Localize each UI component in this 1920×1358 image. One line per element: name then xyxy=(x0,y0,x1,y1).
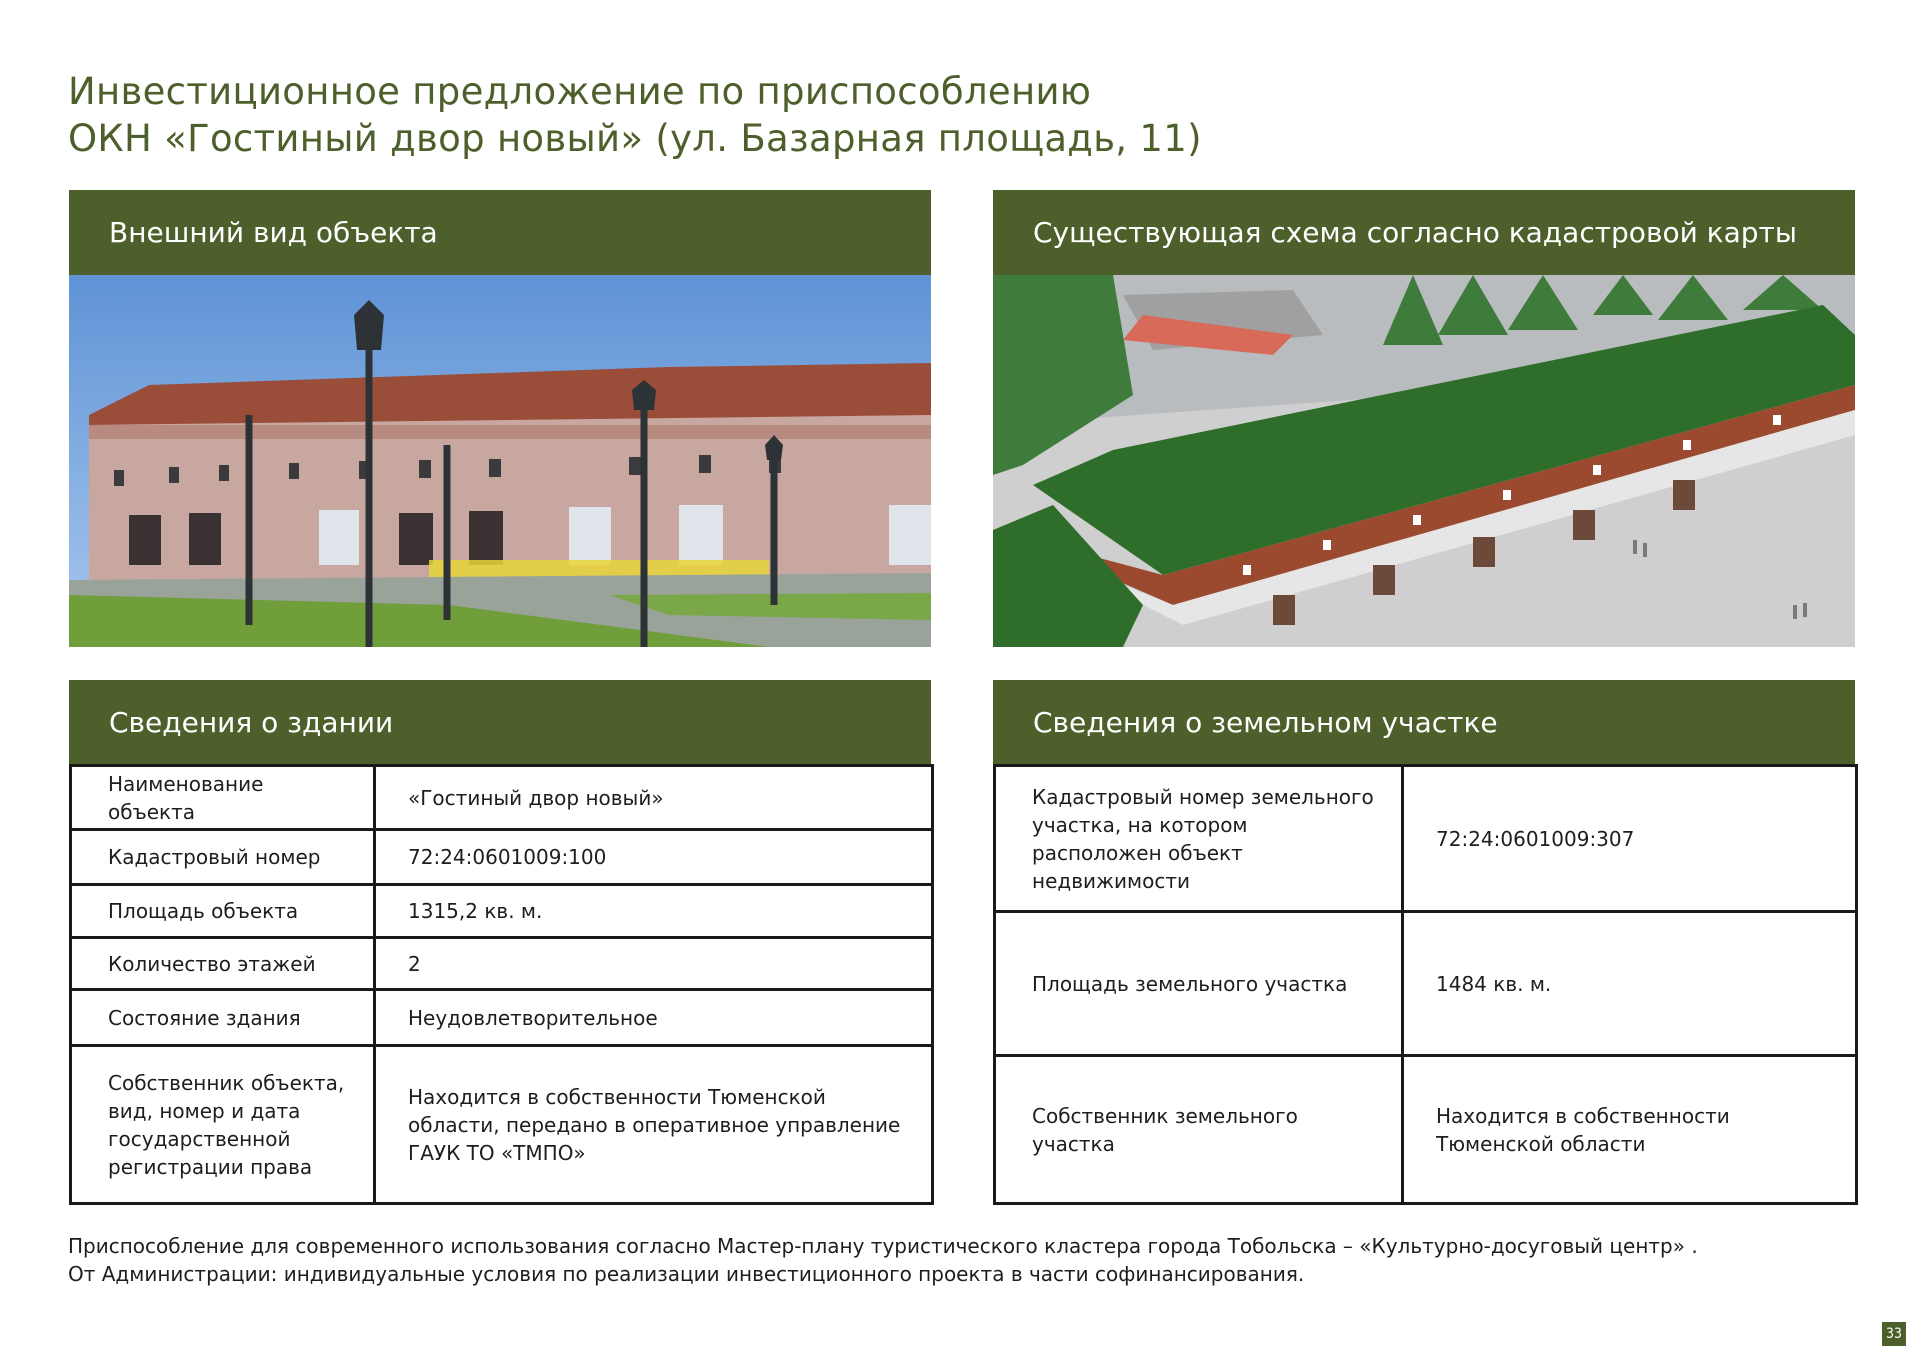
land-info-value: 72:24:0601009:307 xyxy=(1403,766,1857,912)
building-info-value: Находится в собственности Тюменской области, передано в оперативное управление ГАУК ТО «ТМПО» xyxy=(375,1046,933,1204)
table-row xyxy=(995,912,1857,1056)
land-info-header xyxy=(993,680,1855,765)
land-info-label: Площадь земельного участка xyxy=(995,912,1403,1056)
exterior-view-title: Внешний вид объекта xyxy=(109,216,438,249)
land-info-label: Кадастровый номер земельного участка, на котором расположен объект недвижимости xyxy=(995,766,1403,912)
footer-note xyxy=(68,1232,1828,1288)
building-info-value: 1315,2 кв. м. xyxy=(375,885,933,938)
building-info-label: Количество этажей xyxy=(71,938,375,990)
land-info-label: Собственник земельного участка xyxy=(995,1056,1403,1204)
table-row xyxy=(71,1046,933,1204)
table-row xyxy=(71,990,933,1046)
building-info-value: 2 xyxy=(375,938,933,990)
exterior-photo xyxy=(69,275,931,647)
land-info-value: 1484 кв. м. xyxy=(1403,912,1857,1056)
table-row xyxy=(71,766,933,830)
land-info-table xyxy=(993,764,1858,1205)
building-info-table xyxy=(69,764,934,1205)
table-row xyxy=(995,766,1857,912)
building-info-label: Собственник объекта, вид, номер и дата государственной регистрации права xyxy=(71,1046,375,1204)
building-info-title: Сведения о здании xyxy=(109,706,394,739)
table-row xyxy=(71,885,933,938)
land-info-title: Сведения о земельном участке xyxy=(1033,706,1498,739)
land-info-value: Находится в собственности Тюменской области xyxy=(1403,1056,1857,1204)
building-info-value: 72:24:0601009:100 xyxy=(375,830,933,885)
building-info-header xyxy=(69,680,931,765)
building-info-label: Кадастровый номер xyxy=(71,830,375,885)
cadastral-scheme-header xyxy=(993,190,1855,275)
page-title xyxy=(68,68,1568,162)
footer-note-line2: От Администрации: индивидуальные условия по реализации инвестиционного проекта в части софинансирования. xyxy=(68,1262,1305,1286)
page-title-line2: ОКН «Гостиный двор новый» (ул. Базарная площадь, 11) xyxy=(68,117,1202,160)
building-info-label: Наименование объекта xyxy=(71,766,375,830)
building-info-label: Площадь объекта xyxy=(71,885,375,938)
table-row xyxy=(995,1056,1857,1204)
building-info-value: «Гостиный двор новый» xyxy=(375,766,933,830)
table-row xyxy=(71,830,933,885)
cadastral-scheme-title: Существующая схема согласно кадастровой карты xyxy=(1033,216,1797,249)
page-number: 33 xyxy=(1882,1322,1906,1346)
footer-note-line1: Приспособление для современного использования согласно Мастер-плану туристического кластера города Тобольска – «Культурно-досуговый центр» . xyxy=(68,1234,1698,1258)
exterior-view-header xyxy=(69,190,931,275)
building-info-label: Состояние здания xyxy=(71,990,375,1046)
page-title-line1: Инвестиционное предложение по приспособлению xyxy=(68,70,1092,113)
cadastral-scheme-render xyxy=(993,275,1855,647)
table-row xyxy=(71,938,933,990)
building-info-value: Неудовлетворительное xyxy=(375,990,933,1046)
